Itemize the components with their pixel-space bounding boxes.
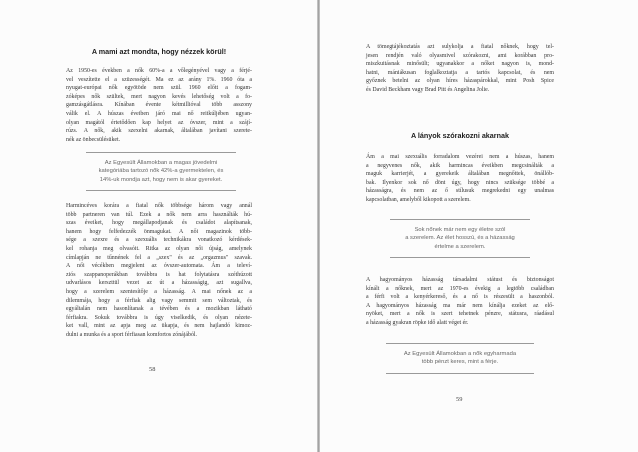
right-paragraph-1	[366, 43, 554, 95]
text-line: bak. Ilyenkor sok nő dönt úgy, hogy nincs szüksége többé a	[366, 179, 554, 186]
text-line: címlapján ne tűnnének fel a „szex" és az „orgazmus" szavak.	[66, 254, 252, 261]
text-line: kínált a nőknek, mert az 1970-es évekig a legtöbb családban	[366, 285, 554, 292]
text-line: Harmincéves korára a fiatal nők többsége három vagy annál	[66, 203, 252, 209]
right-pull-quote-1	[390, 219, 530, 258]
text-line: szas éveiket, hogy megállapodjanak és családot alapítsanak,	[66, 220, 252, 227]
text-line: kapcsolatban, amelyből kikopott a szerelem.	[366, 196, 471, 203]
text-line: házasságra, és nem az ő stílusuk megrekedni egy unalmas	[366, 188, 554, 195]
text-line: válik el. A húszas éveiben járó mai nő reitkúljében ugyan-	[66, 110, 252, 117]
text-line: ket vall, mint az apja meg az ükapja, és nem hajlandó kimoz-	[66, 323, 252, 330]
text-line: gamzásgátlásra. Kínában évente kétmillióval több asszony	[66, 102, 252, 109]
text-line: udvarlásos kerszttül vezet az út a házasságig, azt sugallva,	[66, 280, 252, 287]
right-pull-quote-2	[386, 343, 534, 374]
left-page-number: 58	[149, 366, 156, 373]
text-line: A tömegtájékoztatás azt sulykolja a fiatal nőknek, hogy tel-	[366, 44, 554, 50]
quote-line: a szerelem. Az élet hosszú, és a házasság	[405, 235, 515, 242]
text-line: A hagyományos házasság ma már nem kínálja ezeket az elő-	[366, 302, 554, 309]
quote-line: több pénzt keres, mint a férje.	[421, 359, 499, 366]
right-page	[320, 0, 638, 452]
text-line: rúzs. A nők, akik szexelni akarnak, általában javítani szerete-	[66, 128, 252, 135]
left-page-heading: A mami azt mondta, hogy nézzek körül!	[91, 47, 227, 56]
text-line: dilemmája, hogy a férfiak alig vagy semmit sem változtak, és	[66, 297, 252, 304]
text-line: nyugat-európai nők egyötöde nem szül. 1960 előtt a fogam-	[66, 85, 252, 92]
text-line: A női vécékben megjelent az óvszer-automata. Ám a televí-	[66, 263, 252, 270]
left-page	[0, 0, 318, 452]
text-line: sége a szexre és a szexuális technikákra vonatkozó kérdések-	[66, 237, 252, 244]
text-line: jesen rendjén való olyasmivel szórakozni, ami korábban pro-	[366, 52, 554, 59]
text-line: és David Beckham vagy Brad Pitt és Angelina Jolie.	[366, 86, 490, 93]
text-line: győznek betelni az olyan híres házaspárokkal, mint Posh Spice	[366, 78, 554, 85]
text-line: dulni a munka és a sport férfiasan komfortos zónájából.	[66, 331, 198, 338]
text-line: maguk karrierjét, a gyerekeik általában megnőttek, önállób-	[366, 171, 554, 178]
text-line: több partneren van túl. Ezek a nők nem arra használták hú-	[66, 211, 252, 218]
text-line: egyáltalán nem hasonlítanak a tévében és a mozikban látható	[66, 306, 252, 313]
left-pull-quote	[86, 152, 236, 191]
quote-line: Sok nőnek már nem egy életre szól	[414, 227, 506, 233]
quote-line: kategóriába tartozó nők 42%-a gyermektelen, és	[98, 168, 224, 175]
quote-line: Az Egyesült Államokban a magas jövedelmi	[104, 160, 218, 166]
text-line: Az 1950-es években a nők 60%-a a vőlegényével vagy a férjé-	[66, 68, 252, 74]
left-paragraph-1	[66, 67, 252, 144]
right-paragraph-3	[366, 276, 554, 328]
text-line: férfiakra. Sokuk továbbra is úgy viselkedik, és olyan nézete-	[66, 314, 252, 321]
text-line: nék az önbecsülésüket.	[66, 136, 121, 143]
text-line: A hagyományos házasság társadalmi státust és biztonságot	[366, 277, 554, 283]
right-paragraph-2	[366, 153, 554, 205]
text-line: hatni, mániákusan foglalkoztatja a tartós kapcsolat, és nem	[366, 69, 554, 76]
text-line: nyöket, mert a nők is szert tehetnek pénzre, státusra, ráadásul	[366, 311, 554, 318]
text-line: olyan magától értetődően kap helyet az óvszer, mint a szájí-	[66, 119, 252, 126]
left-paragraph-2	[66, 202, 252, 340]
text-line: hanem hogy felfedezzék önmagukat. A női magazinok több-	[66, 228, 252, 235]
text-line: Ám a mai szexuális forradalom vezérei nem a húszas, hanem	[366, 154, 554, 160]
right-page-number: 59	[456, 396, 463, 403]
text-line: zóképes nők szültek, mert nagyon kevés lehetőség volt a fo-	[66, 93, 252, 100]
text-line: a házasság gyakran röpke idő alatt véget ér.	[366, 319, 469, 326]
text-line: vel veszítette el a szüzességét. Ma ez az arány 1%. 1960 óta a	[66, 76, 252, 83]
text-line: a férfi volt a kenyérkereső, és a nő is részesült a haszonból.	[366, 294, 554, 301]
text-line: ziós szappanoperákban továbbra is hat folytatásra széthúzott	[66, 271, 252, 278]
text-line: hogy a szerelem szentesítője a házasság. A mai nőnek az a	[66, 288, 252, 295]
quote-line: 14%-uk mondja azt, hogy nem is akar gyereket.	[99, 176, 223, 183]
quote-line: értelme a szerelem.	[434, 243, 486, 250]
quote-line: Az Egyesült Államokban a nők egyharmada	[403, 351, 517, 357]
right-page-heading: A lányok szórakozni akarnak	[410, 131, 509, 140]
text-line: miszkuitásnak minősült; ugyanakkor a nőket nagyon is, mond-	[366, 61, 554, 68]
text-line: a negyvenes nők, akik harmincas éveikben megcsinálták a	[366, 162, 554, 169]
text-line: kel rohanja meg olvasóit. Ritka az olyan női újság, amelynek	[66, 245, 252, 252]
